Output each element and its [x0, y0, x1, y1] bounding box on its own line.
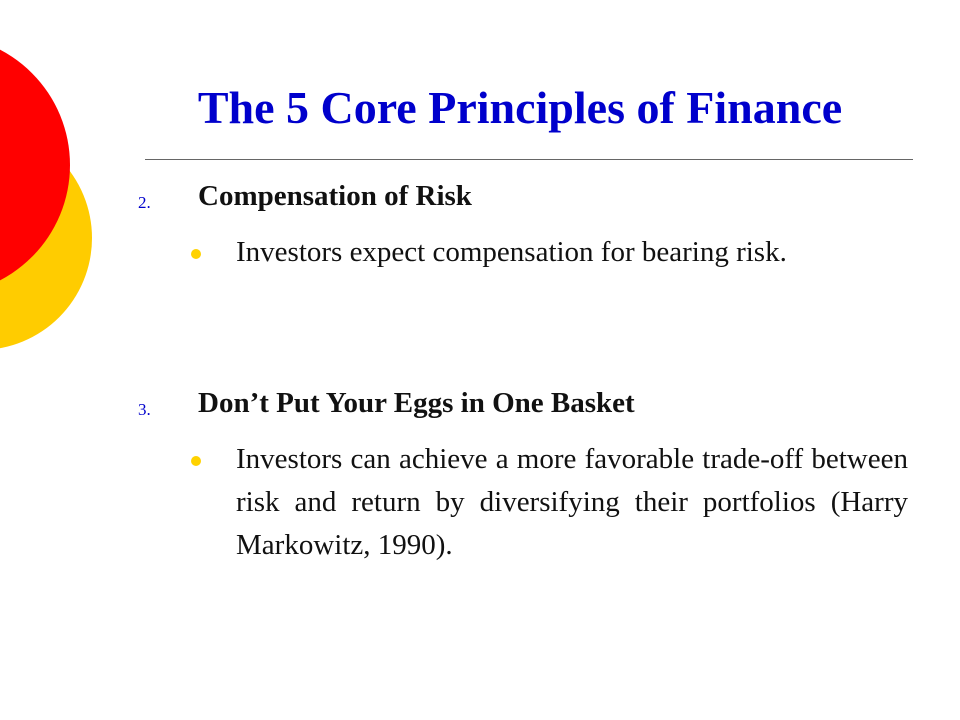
slide-title: The 5 Core Principles of Finance — [197, 82, 843, 133]
item-bullet-text: Investors can achieve a more favorable trade-off between risk and return by diversifying their portfolios (Harry Markowitz, 1990). — [236, 443, 908, 561]
item-number-2: 2. — [138, 193, 151, 212]
decorative-circles — [0, 0, 120, 400]
item-heading-compensation-of-risk: Compensation of Risk — [198, 180, 472, 212]
item-number-3: 3. — [138, 400, 151, 419]
item-heading-eggs-in-one-basket: Don’t Put Your Eggs in One Basket — [198, 387, 635, 419]
title-divider — [145, 159, 913, 160]
bullet-icon — [191, 456, 201, 466]
item-bullet-text: Investors expect compensation for bearing risk. — [236, 236, 787, 268]
bullet-icon — [191, 249, 201, 259]
